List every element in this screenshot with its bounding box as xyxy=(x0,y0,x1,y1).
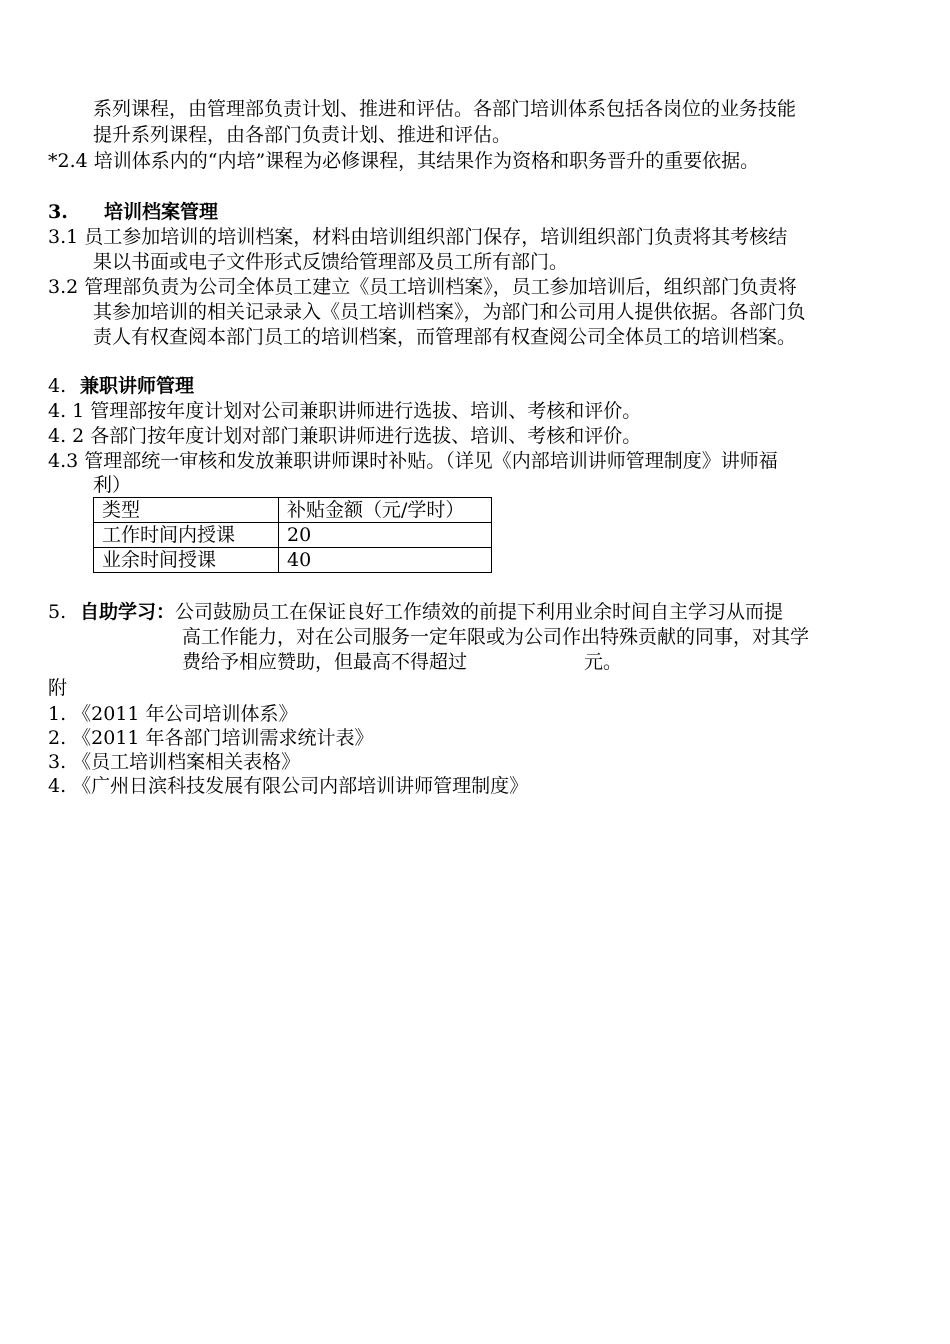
attachment-item: 2. 《2011 年各部门培训需求统计表》 xyxy=(48,727,374,749)
table-cell: 业余时间授课 xyxy=(94,548,279,573)
section-5-line-3a: 费给予相应赞助，但最高不得超过 xyxy=(182,651,468,673)
paragraph-3-2-line-2: 其参加培训的相关记录录入《员工培训档案》，为部门和公司用人提供依据。各部门负 xyxy=(93,301,806,323)
attachment-item: 3. 《员工培训档案相关表格》 xyxy=(48,751,301,773)
section-3-number: 3. xyxy=(48,201,68,223)
table-cell: 20 xyxy=(279,523,492,548)
table-header-cell: 补贴金额（元/学时） xyxy=(279,498,492,523)
section-4-number: 4. xyxy=(48,375,67,397)
section-5-line-3b: 元。 xyxy=(584,651,623,673)
paragraph-4-2: 4. 2 各部门按年度计划对部门兼职讲师进行选拔、培训、考核和评价。 xyxy=(48,425,642,447)
paragraph-3-1-line-2: 果以书面或电子文件形式反馈给管理部及员工所有部门。 xyxy=(93,251,569,273)
section-5-line-1: 公司鼓励员工在保证良好工作绩效的前提下利用业余时间自主学习从而提 xyxy=(175,601,784,623)
table-header-cell: 类型 xyxy=(94,498,279,523)
attachment-item: 4. 《广州日滨科技发展有限公司内部培训讲师管理制度》 xyxy=(48,775,529,797)
table-cell: 工作时间内授课 xyxy=(94,523,279,548)
section-5-number: 5. xyxy=(48,601,67,623)
section-3-heading: 培训档案管理 xyxy=(104,201,219,223)
table-row xyxy=(94,523,492,548)
section-5-line-2: 高工作能力，对在公司服务一定年限或为公司作出特殊贡献的同事，对其学 xyxy=(182,626,810,648)
paragraph-2-3-line-2: 提升系列课程，由各部门负责计划、推进和评估。 xyxy=(93,124,512,146)
attachment-item: 1. 《2011 年公司培训体系》 xyxy=(48,703,298,725)
subsidy-table xyxy=(93,497,492,573)
section-5-heading: 自助学习： xyxy=(80,601,176,623)
table-row xyxy=(94,548,492,573)
paragraph-3-2-line-1: 3.2 管理部负责为公司全体员工建立《员工培训档案》，员工参加培训后，组织部门负责将 xyxy=(48,276,797,298)
paragraph-4-3-line-2: 利） xyxy=(93,474,132,496)
section-4-heading: 兼职讲师管理 xyxy=(80,375,195,397)
paragraph-4-1: 4. 1 管理部按年度计划对公司兼职讲师进行选拔、培训、考核和评价。 xyxy=(48,400,642,422)
paragraph-4-3-line-1: 4.3 管理部统一审核和发放兼职讲师课时补贴。（详见《内部培训讲师管理制度》讲师福 xyxy=(48,450,778,472)
paragraph-3-1-line-1: 3.1 员工参加培训的培训档案，材料由培训组织部门保存，培训组织部门负责将其考核结 xyxy=(48,226,788,248)
table-header-row xyxy=(94,498,492,523)
paragraph-3-2-line-3: 责人有权查阅本部门员工的培训档案，而管理部有权查阅公司全体员工的培训档案。 xyxy=(93,326,797,348)
paragraph-2-3-line-1: 系列课程，由管理部负责计划、推进和评估。各部门培训体系包括各岗位的业务技能 xyxy=(93,98,797,120)
table-cell: 40 xyxy=(279,548,492,573)
paragraph-2-4: *2.4 培训体系内的“内培”课程为必修课程，其结果作为资格和职务晋升的重要依据。 xyxy=(48,150,760,172)
attachments-title: 附 xyxy=(48,677,68,699)
